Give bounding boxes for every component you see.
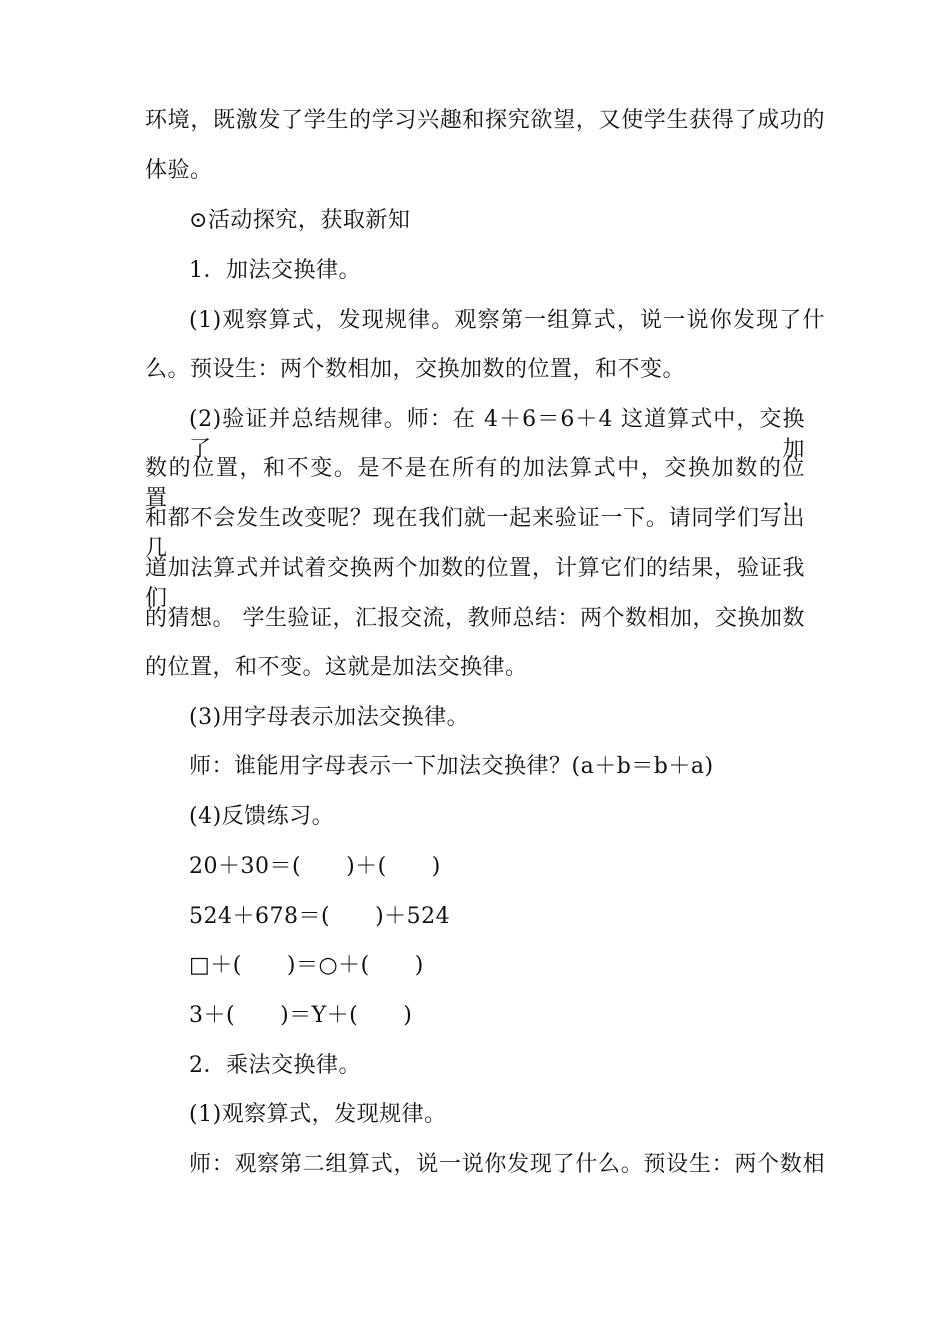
paragraph-line: 么。预设生：两个数相加，交换加数的位置，和不变。 (145, 357, 686, 382)
exercise-line: 3＋( )＝Y＋( ) (189, 1003, 413, 1028)
paragraph-line: 和都不会发生改变呢？现在我们就一起来验证一下。请同学们写出几 (145, 506, 805, 561)
exercise-line: 524＋678＝( )＋524 (189, 904, 451, 929)
paragraph-line: (1)观察算式，发现规律。 (189, 1102, 447, 1127)
paragraph-line: 道加法算式并试着交换两个加数的位置，计算它们的结果，验证我们 (145, 556, 805, 611)
section-heading: ⊙活动探究，获取新知 (189, 208, 411, 233)
subsection-heading: 2．乘法交换律。 (189, 1053, 361, 1078)
paragraph-line: 体验。 (145, 158, 213, 183)
paragraph-line: (1)观察算式，发现规律。观察第一组算式，说一说你发现了什 (189, 308, 825, 333)
exercise-line: □＋( )＝○＋( ) (189, 953, 424, 978)
paragraph-line: 数的位置，和不变。是不是在所有的加法算式中，交换加数的位置， (145, 456, 805, 511)
paragraph-line: (4)反馈练习。 (189, 804, 335, 829)
paragraph-line: (3)用字母表示加法交换律。 (189, 705, 470, 730)
paragraph-line: 师：观察第二组算式，说一说你发现了什么。预设生：两个数相 (189, 1152, 825, 1177)
paragraph-line: (2)验证并总结规律。师：在 4＋6＝6＋4 这道算式中，交换了加 (189, 407, 805, 462)
exercise-line: 20＋30＝( )＋( ) (189, 854, 441, 879)
paragraph-line: 环境，既激发了学生的学习兴趣和探究欲望，又使学生获得了成功的 (145, 108, 825, 133)
subsection-heading: 1．加法交换律。 (189, 258, 361, 283)
paragraph-line: 师：谁能用字母表示一下加法交换律？(a＋b＝b＋a) (189, 754, 714, 779)
paragraph-line: 的位置，和不变。这就是加法交换律。 (145, 655, 528, 680)
paragraph-line: 的猜想。 学生验证，汇报交流，教师总结：两个数相加，交换加数 (145, 606, 805, 631)
